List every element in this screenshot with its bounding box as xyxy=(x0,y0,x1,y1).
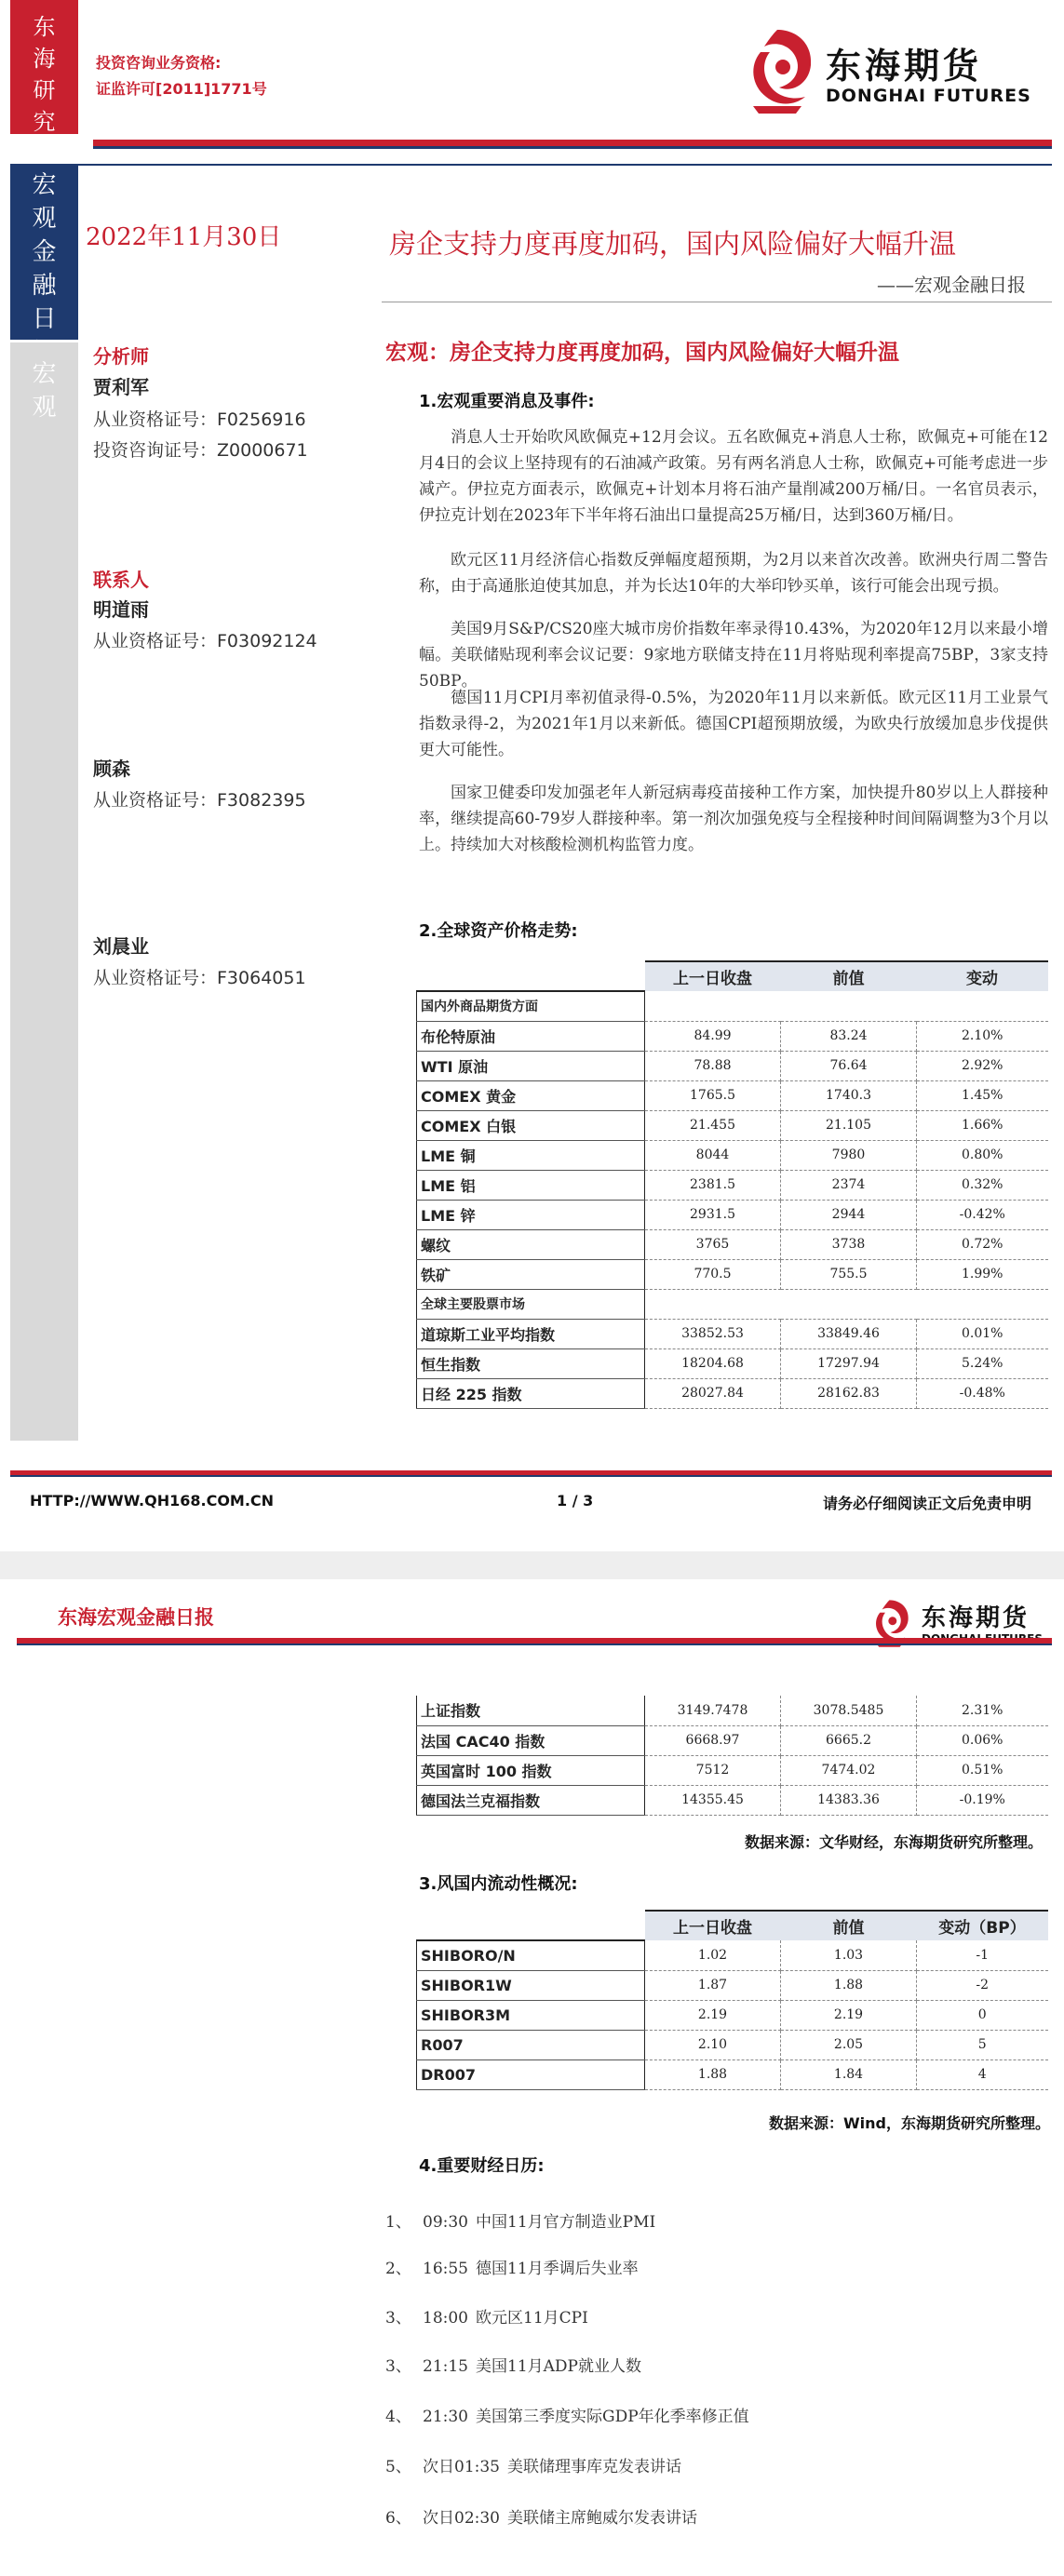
row-name: 螺纹 xyxy=(417,1229,645,1259)
table-header-row xyxy=(417,1911,1048,1940)
analyst-consult-cert: 投资咨询证号：Z0000671 xyxy=(93,440,308,461)
table-row xyxy=(417,2000,1048,2030)
prev-close-cell: 84.99 xyxy=(645,1021,781,1051)
previous-value-cell: 21.105 xyxy=(781,1110,917,1140)
row-name: SHIBOR3M xyxy=(417,2000,645,2030)
price-table xyxy=(416,960,1048,1409)
row-name: LME 锌 xyxy=(417,1200,645,1229)
prev-close-cell: 1.88 xyxy=(645,2059,781,2089)
calendar-time: 21:30 xyxy=(423,2408,468,2426)
analyst-cert: 从业资格证号：F0256916 xyxy=(93,409,306,430)
analyst-name: 贾利军 xyxy=(93,376,149,398)
research-tag: 东海研究 xyxy=(10,0,78,134)
change-cell: 4 xyxy=(917,2059,1048,2089)
prev-close-cell: 1765.5 xyxy=(645,1080,781,1110)
previous-value-cell: 14383.36 xyxy=(781,1785,917,1815)
report-date: 2022年11月30日 xyxy=(86,223,282,251)
column-header: 变动（BP） xyxy=(917,1911,1048,1940)
prev-close-cell: 18204.68 xyxy=(645,1348,781,1378)
previous-value-cell: 7980 xyxy=(781,1140,917,1170)
calendar-heading: 4.重要财经日历: xyxy=(419,2156,545,2176)
calendar-event: 美国11月ADP就业人数 xyxy=(476,2357,641,2376)
previous-value-cell: 755.5 xyxy=(781,1259,917,1289)
row-name: LME 铝 xyxy=(417,1170,645,1200)
prev-close-cell: 3765 xyxy=(645,1229,781,1259)
blank-cell xyxy=(781,1289,917,1319)
change-cell: 5.24% xyxy=(917,1348,1048,1378)
change-cell: 0 xyxy=(917,2000,1048,2030)
data-source-note: 数据来源：Wind，东海期货研究所整理。 xyxy=(769,2114,1050,2132)
prev-close-cell: 1.87 xyxy=(645,1970,781,2000)
footer-url[interactable]: HTTP://WWW.QH168.COM.CN xyxy=(30,1492,275,1509)
liquidity-heading: 3.风国内流动性概况: xyxy=(419,1874,578,1894)
section-divider-top xyxy=(10,164,1052,166)
calendar-time: 次日01:35 xyxy=(423,2458,500,2476)
change-cell: 2.10% xyxy=(917,1021,1048,1051)
prev-close-cell: 8044 xyxy=(645,1140,781,1170)
prev-close-cell: 33852.53 xyxy=(645,1319,781,1348)
calendar-index: 2、 xyxy=(385,2260,411,2278)
change-cell: 0.80% xyxy=(917,1140,1048,1170)
macro-tag: 宏观 xyxy=(10,342,78,1441)
page-gap xyxy=(0,1551,1064,1579)
change-cell: -0.48% xyxy=(917,1378,1048,1408)
report-subtitle: ——宏观金融日报 xyxy=(877,274,1026,296)
prev-close-cell: 14355.45 xyxy=(645,1785,781,1815)
calendar-index: 6、 xyxy=(385,2509,411,2528)
previous-value-cell: 17297.94 xyxy=(781,1348,917,1378)
previous-value-cell: 1740.3 xyxy=(781,1080,917,1110)
calendar-event: 美国第三季度实际GDP年化季率修正值 xyxy=(476,2408,749,2426)
calendar-item xyxy=(385,2403,749,2426)
contact-cert: 从业资格证号：F3064051 xyxy=(93,968,306,988)
blank-cell xyxy=(645,1289,781,1319)
previous-value-cell: 83.24 xyxy=(781,1021,917,1051)
table-row xyxy=(417,1785,1048,1815)
previous-value-cell: 2374 xyxy=(781,1170,917,1200)
news-paragraph: 消息人士开始吹风欧佩克+12月会议。五名欧佩克+消息人士称，欧佩克+可能在12月4日的会议上坚持现有的石油减产政策。另有两名消息人士称，欧佩克+可能考虑进一步减产。伊拉克方面表示，欧佩克+计划本月将石油产量削减200万桶/日。一名官员表示，伊拉克计划在2023年下半年将石油出口量提高25万桶/日，达到360万桶/日。 xyxy=(419,428,1048,525)
change-cell: 0.06% xyxy=(917,1725,1048,1755)
previous-value-cell: 1.84 xyxy=(781,2059,917,2089)
previous-value-cell: 3738 xyxy=(781,1229,917,1259)
calendar-index: 3、 xyxy=(385,2309,411,2328)
table-row xyxy=(417,1970,1048,2000)
column-header: 前值 xyxy=(781,1911,917,1940)
blank-cell xyxy=(645,991,781,1021)
section-title: 宏观：房企支持力度再度加码，国内风险偏好大幅升温 xyxy=(385,341,899,365)
daily-report-tag: 宏观金融日 xyxy=(10,165,78,340)
change-cell: 1.45% xyxy=(917,1080,1048,1110)
table-row xyxy=(417,1021,1048,1051)
change-cell: -0.42% xyxy=(917,1200,1048,1229)
calendar-event: 美联储理事库克发表讲话 xyxy=(507,2458,681,2476)
prev-close-cell: 2931.5 xyxy=(645,1200,781,1229)
change-cell: 1.99% xyxy=(917,1259,1048,1289)
table-row xyxy=(417,1170,1048,1200)
previous-value-cell: 3078.5485 xyxy=(781,1696,917,1725)
table-row xyxy=(417,1378,1048,1408)
row-name: 布伦特原油 xyxy=(417,1021,645,1051)
calendar-event: 德国11月季调后失业率 xyxy=(476,2260,639,2278)
prev-close-cell: 770.5 xyxy=(645,1259,781,1289)
table-row xyxy=(417,1725,1048,1755)
contact-cert: 从业资格证号：F03092124 xyxy=(93,631,317,651)
calendar-index: 1、 xyxy=(385,2213,411,2232)
calendar-event: 美联储主席鲍威尔发表讲话 xyxy=(507,2509,697,2528)
prices-heading: 2.全球资产价格走势: xyxy=(419,921,578,941)
row-name: 铁矿 xyxy=(417,1259,645,1289)
row-name: LME 铜 xyxy=(417,1140,645,1170)
table-row xyxy=(417,1229,1048,1259)
table-row xyxy=(417,1140,1048,1170)
logo-text-cn: 东海期货 xyxy=(826,46,983,87)
table-row xyxy=(417,1940,1048,1970)
change-cell: -0.19% xyxy=(917,1785,1048,1815)
change-cell: 1.66% xyxy=(917,1110,1048,1140)
liquidity-table xyxy=(416,1910,1048,2090)
prev-close-cell: 2381.5 xyxy=(645,1170,781,1200)
change-cell: 0.01% xyxy=(917,1319,1048,1348)
table-row xyxy=(417,1080,1048,1110)
category-row xyxy=(417,1289,1048,1319)
previous-value-cell: 76.64 xyxy=(781,1051,917,1080)
table-row xyxy=(417,1319,1048,1348)
row-name: SHIBOR1W xyxy=(417,1970,645,2000)
calendar-item xyxy=(385,2208,655,2232)
contact-heading: 联系人 xyxy=(93,569,149,591)
previous-value-cell: 1.03 xyxy=(781,1940,917,1970)
column-header: 上一日收盘 xyxy=(645,961,781,991)
page-number: 1 / 3 xyxy=(557,1492,594,1509)
row-name: 德国法兰克福指数 xyxy=(417,1785,645,1815)
change-cell: 2.92% xyxy=(917,1051,1048,1080)
column-header-blank xyxy=(417,961,645,991)
category-commodities: 国内外商品期货方面 xyxy=(417,991,645,1021)
prev-close-cell: 7512 xyxy=(645,1755,781,1785)
row-name: 法国 CAC40 指数 xyxy=(417,1725,645,1755)
analyst-heading: 分析师 xyxy=(93,345,149,368)
page2-title: 东海宏观金融日报 xyxy=(58,1606,214,1629)
footer-divider-navy xyxy=(10,1475,1052,1477)
row-name: 日经 225 指数 xyxy=(417,1378,645,1408)
price-table-continued xyxy=(416,1696,1048,1816)
page2-divider-navy xyxy=(17,1644,1052,1645)
row-name: 道琼斯工业平均指数 xyxy=(417,1319,645,1348)
prev-close-cell: 21.455 xyxy=(645,1110,781,1140)
calendar-time: 18:00 xyxy=(423,2309,468,2328)
change-cell: 5 xyxy=(917,2030,1048,2059)
news-paragraph: 德国11月CPI月率初值录得-0.5%，为2020年11月以来新低。欧元区11月工业景气指数录得-2，为2021年1月以来新低。德国CPI超预期放缓，为欧央行放缓加息步伐提供更大可能性。 xyxy=(419,689,1048,759)
blank-cell xyxy=(917,991,1048,1021)
table-row xyxy=(417,1200,1048,1229)
dragon-logo-icon xyxy=(740,24,816,117)
calendar-item xyxy=(385,2504,697,2528)
table-row xyxy=(417,1051,1048,1080)
company-logo xyxy=(740,24,1047,121)
column-header-blank xyxy=(417,1911,645,1940)
calendar-time: 次日02:30 xyxy=(423,2509,500,2528)
blank-cell xyxy=(781,991,917,1021)
column-header: 前值 xyxy=(781,961,917,991)
previous-value-cell: 1.88 xyxy=(781,1970,917,2000)
row-name: COMEX 黄金 xyxy=(417,1080,645,1110)
calendar-item xyxy=(385,2453,681,2476)
row-name: SHIBORO/N xyxy=(417,1940,645,1970)
qualification-text: 投资咨询业务资格: 证监许可[2011]1771号 xyxy=(96,54,267,98)
column-header: 上一日收盘 xyxy=(645,1911,781,1940)
calendar-index: 3、 xyxy=(385,2357,411,2376)
previous-value-cell: 28162.83 xyxy=(781,1378,917,1408)
category-stocks: 全球主要股票市场 xyxy=(417,1289,645,1319)
calendar-time: 16:55 xyxy=(423,2260,468,2278)
table-header-row xyxy=(417,961,1048,991)
contact-cert: 从业资格证号：F3082395 xyxy=(93,790,306,811)
previous-value-cell: 33849.46 xyxy=(781,1319,917,1348)
calendar-item xyxy=(385,2304,588,2328)
table-row xyxy=(417,2059,1048,2089)
prev-close-cell: 2.10 xyxy=(645,2030,781,2059)
row-name: DR007 xyxy=(417,2059,645,2089)
change-cell: 0.72% xyxy=(917,1229,1048,1259)
report-title: 房企支持力度再度加码，国内风险偏好大幅升温 xyxy=(389,228,957,260)
previous-value-cell: 7474.02 xyxy=(781,1755,917,1785)
previous-value-cell: 2.05 xyxy=(781,2030,917,2059)
prev-close-cell: 1.02 xyxy=(645,1940,781,1970)
logo-text-en: DONGHAI FUTURES xyxy=(826,86,1031,106)
table-row xyxy=(417,1696,1048,1725)
table-row xyxy=(417,1110,1048,1140)
previous-value-cell: 2.19 xyxy=(781,2000,917,2030)
change-cell: -2 xyxy=(917,1970,1048,2000)
prev-close-cell: 6668.97 xyxy=(645,1725,781,1755)
change-cell: 0.51% xyxy=(917,1755,1048,1785)
calendar-index: 5、 xyxy=(385,2458,411,2476)
news-paragraph: 欧元区11月经济信心指数反弹幅度超预期，为2月以来首次改善。欧洲央行周二警告称，由于高通胀迫使其加息，并为长达10年的大举印钞买单，该行可能会出现亏损。 xyxy=(419,551,1048,596)
footer-disclaimer: 请务必仔细阅读正文后免责申明 xyxy=(823,1495,1032,1512)
table-row xyxy=(417,2030,1048,2059)
calendar-time: 09:30 xyxy=(423,2213,468,2232)
calendar-index: 4、 xyxy=(385,2408,411,2426)
prev-close-cell: 3149.7478 xyxy=(645,1696,781,1725)
data-source-note: 数据来源：文华财经，东海期货研究所整理。 xyxy=(745,1833,1044,1851)
row-name: 恒生指数 xyxy=(417,1348,645,1378)
news-paragraph: 美国9月S&P/CS20座大城市房价指数年率录得10.43%，为2020年12月以来最小增幅。美联储贴现利率会议记要：9家地方联储支持在11月将贴现利率提高75BP，3家支持50BP。 xyxy=(419,620,1048,691)
table-row xyxy=(417,1348,1048,1378)
previous-value-cell: 2944 xyxy=(781,1200,917,1229)
row-name: WTI 原油 xyxy=(417,1051,645,1080)
logo-text-cn: 东海期货 xyxy=(922,1604,1030,1632)
column-header: 变动 xyxy=(917,961,1048,991)
prev-close-cell: 78.88 xyxy=(645,1051,781,1080)
calendar-event: 中国11月官方制造业PMI xyxy=(476,2213,656,2232)
change-cell: -1 xyxy=(917,1940,1048,1970)
change-cell: 2.31% xyxy=(917,1696,1048,1725)
header-divider-red xyxy=(93,140,1052,146)
calendar-item xyxy=(385,2353,641,2376)
previous-value-cell: 6665.2 xyxy=(781,1725,917,1755)
prev-close-cell: 28027.84 xyxy=(645,1378,781,1408)
row-name: COMEX 白银 xyxy=(417,1110,645,1140)
change-cell: 0.32% xyxy=(917,1170,1048,1200)
row-name: 英国富时 100 指数 xyxy=(417,1755,645,1785)
category-row xyxy=(417,991,1048,1021)
blank-cell xyxy=(917,1289,1048,1319)
contact-name: 顾森 xyxy=(93,758,130,780)
contact-name: 刘晨业 xyxy=(93,935,149,958)
row-name: R007 xyxy=(417,2030,645,2059)
calendar-item xyxy=(385,2255,639,2278)
calendar-event: 欧元区11月CPI xyxy=(476,2309,588,2328)
prev-close-cell: 2.19 xyxy=(645,2000,781,2030)
events-heading: 1.宏观重要消息及事件: xyxy=(419,392,595,411)
calendar-time: 21:15 xyxy=(423,2357,468,2376)
table-row xyxy=(417,1755,1048,1785)
contact-name: 明道雨 xyxy=(93,598,149,621)
header-divider-navy xyxy=(93,146,1052,149)
table-row xyxy=(417,1259,1048,1289)
news-paragraph: 国家卫健委印发加强老年人新冠病毒疫苗接种工作方案，加快提升80岁以上人群接种率，继续提高60-79岁人群接种率。第一剂次加强免疫与全程接种时间间隔调整为3个月以上。持续加大对核酸检测机构监管力度。 xyxy=(419,784,1048,854)
row-name: 上证指数 xyxy=(417,1696,645,1725)
